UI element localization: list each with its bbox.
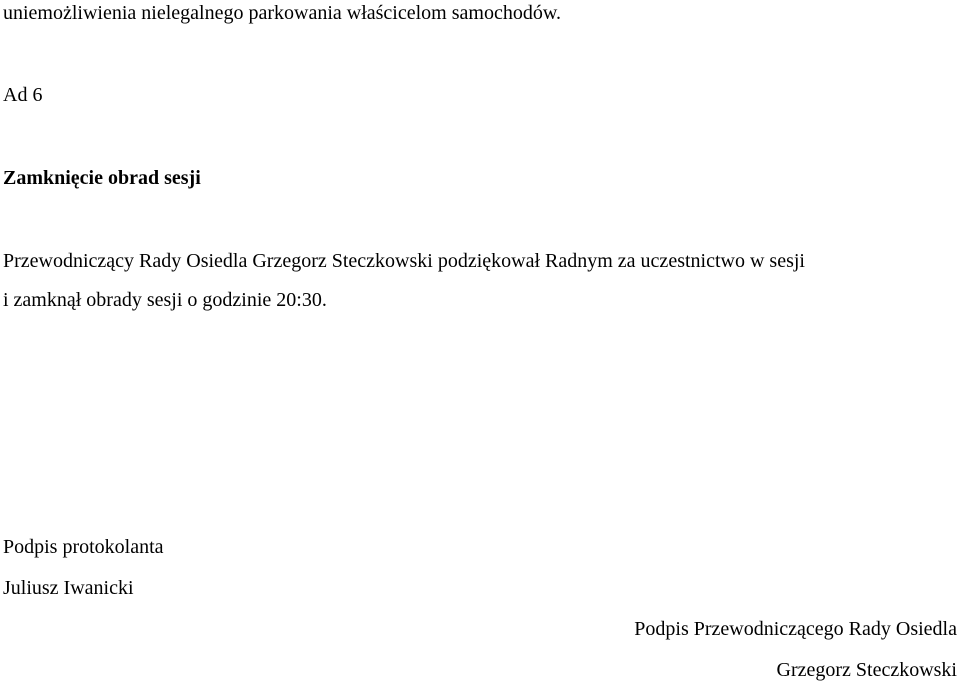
recorder-signature-label: Podpis protokolanta <box>3 536 164 558</box>
intro-text: uniemożliwienia nielegalnego parkowania właścicelom samochodów. <box>3 2 561 24</box>
paragraph-line-1: Przewodniczący Rady Osiedla Grzegorz Steczkowski podziękował Radnym za uczestnictwo w sesji <box>3 250 805 272</box>
section-number: Ad 6 <box>3 84 43 106</box>
chair-name: Grzegorz Steczkowski <box>776 659 957 681</box>
recorder-name: Juliusz Iwanicki <box>3 577 134 599</box>
chair-signature-label: Podpis Przewodniczącego Rady Osiedla <box>634 618 957 640</box>
paragraph-line-2: i zamknął obrady sesji o godzinie 20:30. <box>3 289 327 311</box>
section-title: Zamknięcie obrad sesji <box>3 167 201 189</box>
